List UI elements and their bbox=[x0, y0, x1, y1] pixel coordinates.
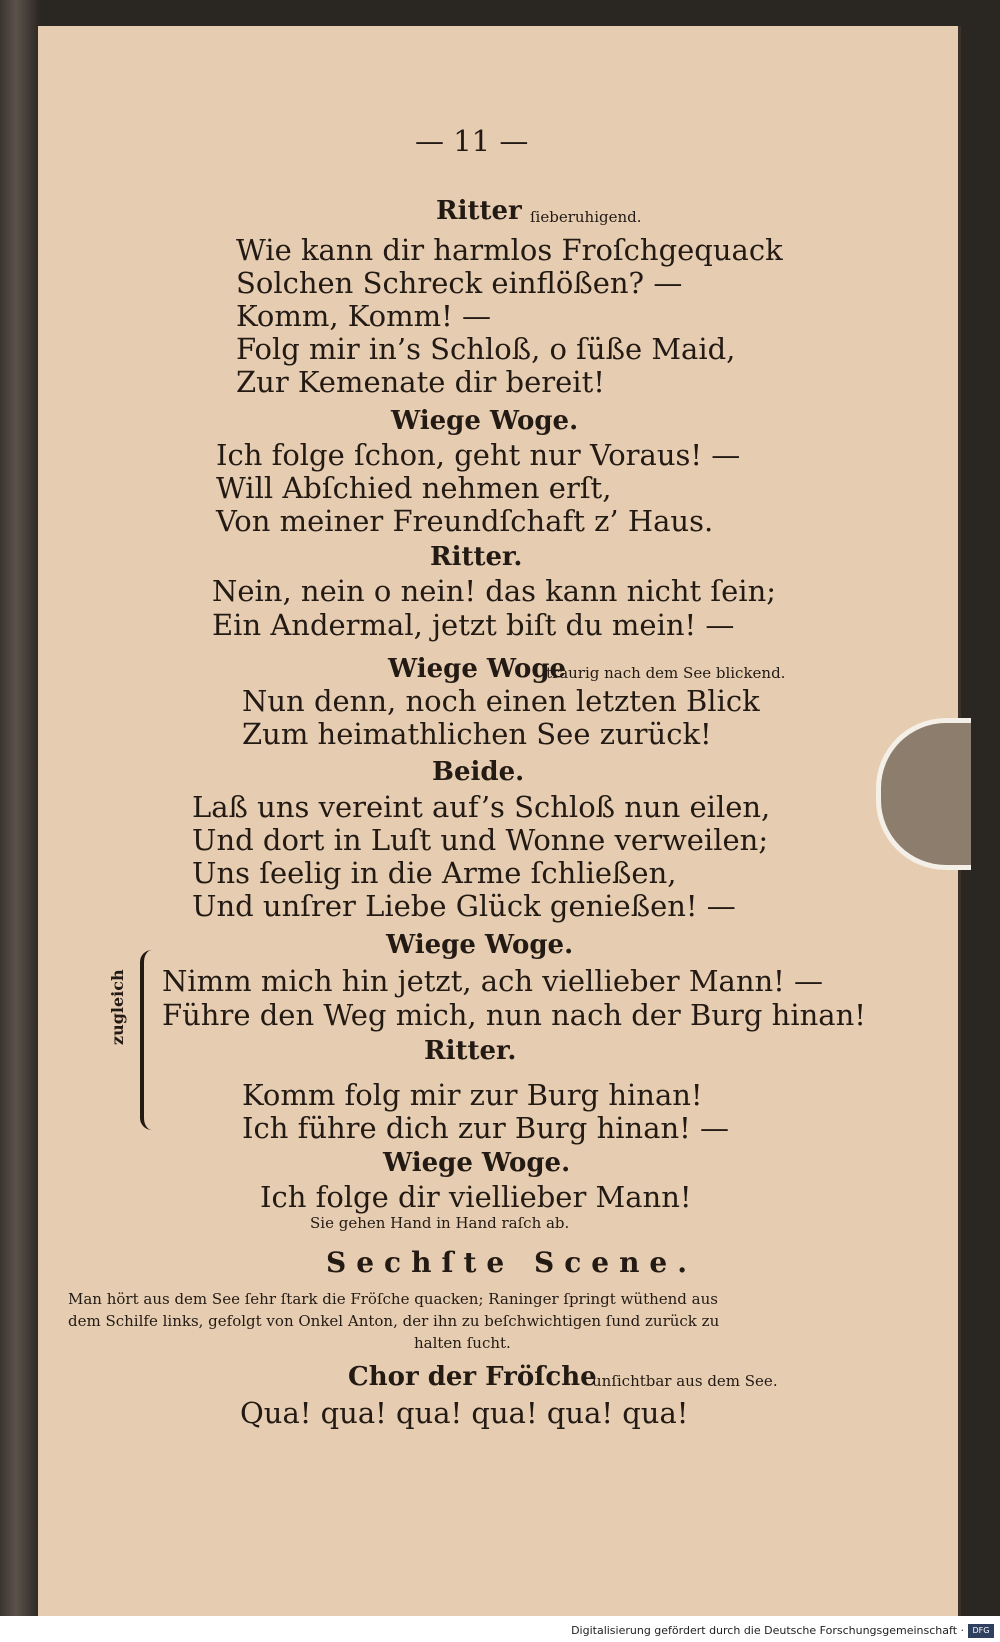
stage-direction-line: halten ſucht. bbox=[414, 1334, 511, 1352]
exit-direction: Sie gehen Hand in Hand raſch ab. bbox=[310, 1214, 570, 1232]
verse-line: Laß uns vereint auf’s Schloß nun eilen, bbox=[192, 790, 771, 824]
speaker-wiege-woge: Wiege Woge. bbox=[386, 930, 574, 960]
speaker-ritter: Ritter. bbox=[424, 1036, 517, 1066]
margin-note-zugleich: zugleich bbox=[108, 969, 127, 1045]
verse-line: Ein Andermal, jetzt biſt du mein! — bbox=[212, 608, 735, 642]
verse-line: Und dort in Luſt und Wonne verweilen; bbox=[192, 823, 769, 857]
speaker-wiege-woge: Wiege Woge. bbox=[383, 1148, 571, 1178]
verse-line: Und unſrer Liebe Glück genießen! — bbox=[192, 889, 736, 923]
dfg-logo: DFG bbox=[968, 1624, 994, 1638]
verse-line: Komm, Komm! — bbox=[236, 299, 491, 333]
verse-line: Ich führe dich zur Burg hinan! — bbox=[242, 1111, 730, 1145]
speaker-chor: Chor der Fröſche bbox=[348, 1362, 597, 1392]
verse-line: Folg mir in’s Schloß, o ſüße Maid, bbox=[236, 332, 736, 366]
speaker-beide: Beide. bbox=[432, 757, 525, 787]
speaker-wiege-woge: Wiege Woge. bbox=[391, 406, 579, 436]
verse-line: Zum heimathlichen See zurück! bbox=[242, 717, 712, 751]
book-spine bbox=[0, 0, 40, 1642]
verse-line: Nimm mich hin jetzt, ach viellieber Mann! — bbox=[162, 964, 824, 998]
scene-title: Sechſte Scene. bbox=[326, 1246, 697, 1279]
footer-credit: Digitalisierung gefördert durch die Deutsche Forschungsgemeinschaft · bbox=[571, 1624, 964, 1637]
verse-line: Nun denn, noch einen letzten Blick bbox=[242, 684, 760, 718]
stage-direction-line: dem Schilfe links, gefolgt von Onkel Anton, der ihn zu beſchwichtigen ſund zurück zu bbox=[68, 1312, 720, 1330]
page-number: — 11 — bbox=[415, 124, 529, 158]
speaker-ritter: Ritter bbox=[436, 196, 522, 226]
stage-direction-inline: unſichtbar aus dem See. bbox=[592, 1372, 778, 1390]
speaker-wiege-woge: Wiege Woge bbox=[388, 654, 567, 684]
footer-bar bbox=[0, 1616, 1000, 1642]
brace bbox=[140, 950, 160, 1130]
verse-line: Solchen Schreck einflößen? — bbox=[236, 266, 683, 300]
stage-direction-line: Man hört aus dem See ſehr ſtark die Fröſche quacken; Raninger ſpringt wüthend aus bbox=[68, 1290, 718, 1308]
verse-line: Uns ſeelig in die Arme ſchließen, bbox=[192, 856, 677, 890]
verse-line: Nein, nein o nein! das kann nicht ſein; bbox=[212, 574, 777, 608]
verse-line: Führe den Weg mich, nun nach der Burg hinan! bbox=[162, 998, 866, 1032]
stage-direction-inline: ſieberuhigend. bbox=[530, 208, 642, 226]
verse-line: Von meiner Freundſchaft z’ Haus. bbox=[216, 504, 714, 538]
verse-line: Qua! qua! qua! qua! qua! qua! bbox=[240, 1396, 689, 1430]
verse-line: Zur Kemenate dir bereit! bbox=[236, 365, 605, 399]
verse-line: Ich folge ſchon, geht nur Voraus! — bbox=[216, 438, 741, 472]
verse-line: Ich folge dir viellieber Mann! bbox=[260, 1180, 692, 1214]
verse-line: Will Abſchied nehmen erſt, bbox=[216, 471, 612, 505]
stage-direction-inline: traurig nach dem See blickend. bbox=[546, 664, 786, 682]
verse-line: Wie kann dir harmlos Froſchgequack bbox=[236, 233, 783, 267]
speaker-ritter: Ritter. bbox=[430, 542, 523, 572]
verse-line: Komm folg mir zur Burg hinan! bbox=[242, 1078, 703, 1112]
